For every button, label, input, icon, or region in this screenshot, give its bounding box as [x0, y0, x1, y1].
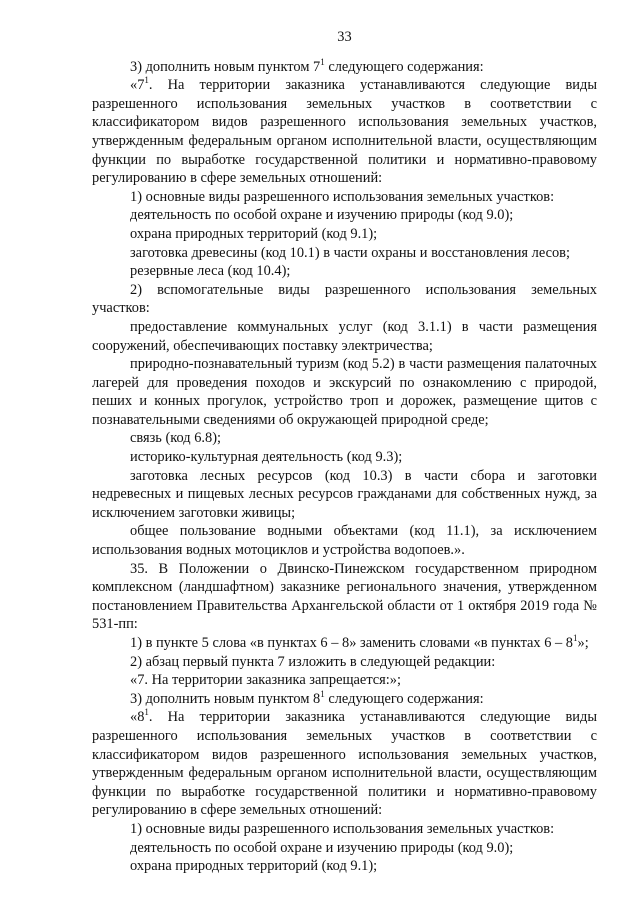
- paragraph-12: заготовка лесных ресурсов (код 10.3) в части сбора и заготовки недревесных и пищевых лесных ресурсов гражданами для собственных нужд, за исключением заготовки живицы;: [92, 467, 597, 521]
- page-number: 33: [337, 29, 352, 45]
- paragraph-0: 3) дополнить новым пунктом $7^1$ следующего содержания:: [130, 56, 484, 75]
- paragraph-14: 35. В Положении о Двинско-Пинежском государственном природном комплексном (ландшафтном) заказнике регионального значения, утвержденном постановлением Правительства Архангельской области от 1 октября 2019 года № 531-пп:: [92, 560, 597, 633]
- paragraph-2: 1) основные виды разрешенного использования земельных участков:: [130, 188, 555, 205]
- paragraph-15: 1) в пункте 5 слова «в пунктах 6 – 8» заменить словами «в пунктах $6 - 8^1$»;: [130, 633, 589, 651]
- paragraph-22: охрана природных территорий (код 9.1);: [130, 858, 378, 875]
- paragraph-5: заготовка древесины (код 10.1) в части охраны и восстановления лесов;: [130, 244, 570, 261]
- paragraph-19: «$8^1$. На территории заказника устанавливаются следующие виды разрешенного использования земельных участков в соответствии с классификатором видов разрешенного использования земельных участков, утвержденным федеральным органом исполнительной власти, осуществляющим функции по выработке государственной политики и нормативно-правовому регулированию в сфере земельных отношений:: [92, 707, 597, 819]
- paragraph-21: деятельность по особой охране и изучению природы (код 9.0);: [130, 839, 514, 856]
- paragraph-18: 3) дополнить новым пунктом $8^1$ следующего содержания:: [130, 688, 484, 707]
- paragraph-8: предоставление коммунальных услуг (код 3.1.1) в части размещения сооружений, обеспечивающих поставку электричества;: [92, 318, 597, 354]
- paragraph-11: историко-культурная деятельность (код 9.3);: [130, 449, 403, 466]
- paragraph-9: природно-познавательный туризм (код 5.2) в части размещения палаточных лагерей для проведения походов и экскурсий по ознакомлению с природой, пеших и конных прогулок, устройство троп и дорожек, размещение щитов с познавательными сведениями об окружающей природной среде;: [92, 356, 597, 428]
- paragraph-7: 2) вспомогательные виды разрешенного использования земельных участков:: [92, 281, 597, 317]
- paragraph-17: «7. На территории заказника запрещается:»;: [130, 672, 401, 689]
- paragraph-6: резервные леса (код 10.4);: [130, 263, 291, 280]
- paragraph-10: связь (код 6.8);: [130, 430, 221, 447]
- document-page: [92, 28, 597, 876]
- paragraph-3: деятельность по особой охране и изучению природы (код 9.0);: [130, 207, 514, 224]
- paragraph-1: «$7^1$. На территории заказника устанавливаются следующие виды разрешенного использования земельных участков в соответствии с классификатором видов разрешенного использования земельных участков, утвержденным федеральным органом исполнительной власти, осуществляющим функции по выработке государственной политики и нормативно-правовому регулированию в сфере земельных отношений:: [92, 75, 597, 187]
- paragraph-16: 2) абзац первый пункта 7 изложить в следующей редакции:: [130, 653, 496, 670]
- paragraph-13: общее пользование водными объектами (код 11.1), за исключением использования водных мотоциклов и устройства водопоев.».: [92, 523, 597, 559]
- paragraph-20: 1) основные виды разрешенного использования земельных участков:: [130, 820, 555, 837]
- paragraph-4: охрана природных территорий (код 9.1);: [130, 225, 378, 242]
